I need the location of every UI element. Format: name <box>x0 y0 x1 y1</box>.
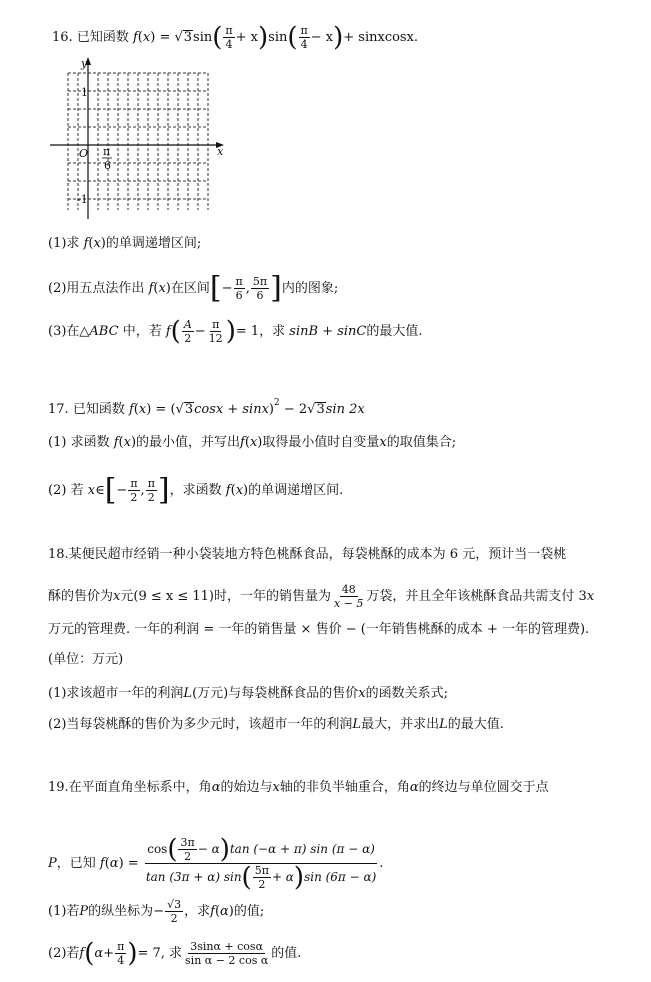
q18-line4: (单位：万元) <box>48 652 124 667</box>
q19-line1: 19.在平面直角坐标系中，角α的始边与x轴的非负半轴重合，角α的终边与单位圆交于点 <box>48 780 549 795</box>
q18-part1: (1)求该超市一年的利润L(万元)与每袋桃酥食品的售价x的函数关系式; <box>48 686 448 701</box>
q18-line3: 万元的管理费. 一年的利润 = 一年的销售量 × 售价 − (一年销售桃酥的成本 + 一年的管理费). <box>48 622 590 637</box>
q18-part2: (2)当每袋桃酥的售价为多少元时，该超市一年的利润L最大，并求出L的最大值. <box>48 717 504 732</box>
x-tick-pi-den: 6 <box>104 159 111 172</box>
q16-part2: (2)用五点法作出 f(x)在区间[− $\frac{\pi}{6}$ , $\frac{5\pi}{6}$ ]内的图象; <box>48 270 339 306</box>
y-tick-neg1: -1 <box>77 193 88 206</box>
q16-part3: (3)在△ABC 中，若 f( $\frac{A}{2}$ − $\frac{\pi}{12}$ )= 1，求 sinB + sinC的最大值. <box>48 316 423 347</box>
q17-stem: 17. 已知函数 $f(x) = (√3\cos x + \sin x)^2 - 2√3\sin$ 2x <box>48 398 365 417</box>
coordinate-grid-graph <box>48 55 228 223</box>
q19-formula: P，已知 f(α) = cos( $\frac{3\pi}{2}$ − α)tan (−α + π) sin (π − α) tan (3π + α) sin( $\frac{5\pi}{2}$ + α)sin (6π − α) . <box>48 834 384 893</box>
q19-part2: (2)若f(α+ $\frac{\pi}{4}$ )= 7, 求 $\frac{3\sin\alpha + \cos\alpha}{\text{sin α − 2 cos α}}$ 的值. <box>48 938 302 969</box>
y-tick-1: 1 <box>81 86 88 99</box>
x-tick-pi-num: π <box>103 145 111 158</box>
q19-main-fraction: cos( $\frac{3\pi}{2}$ − α)tan (−α + π) sin (π − α) tan (3π + α) sin( $\frac{5\pi}{2}$ + α)sin (6π − α) <box>145 834 377 893</box>
q19-part1: (1)若P的纵坐标为− $\frac{√3}{2}$ ，求f(α)的值; <box>48 898 265 925</box>
q16-part1: (1)求 f(x)的单调递增区间; <box>48 236 202 251</box>
q18-line2: 酥的售价为x元(9 ≤ x ≤ 11)时，一年的销售量为 $\frac{48}{x - 5}$ 万袋，并且全年该桃酥食品共需支付 3x <box>48 583 595 610</box>
grid-lines <box>68 73 208 210</box>
q16-stem: 16. 已知函数 f(x) = √3sin( $\frac{\pi}{4}$ + x)sin( $\frac{\pi}{4}$ − x)+ sinxcosx. <box>52 22 419 53</box>
origin-label: O <box>79 147 89 160</box>
y-axis-label: y <box>81 57 88 70</box>
q17-part2: (2) 若 x∈[− $\frac{\pi}{2}$ , $\frac{\pi}{2}$ ]，求函数 f(x)的单调递增区间. <box>48 472 344 508</box>
q18-line1: 18.某便民超市经销一种小袋装地方特色桃酥食品，每袋桃酥的成本为 6 元，预计当一袋桃 <box>48 547 567 562</box>
x-axis-label: x <box>217 145 224 158</box>
q17-part1: (1) 求函数 f(x)的最小值，并写出f(x)取得最小值时自变量x的取值集合; <box>48 435 457 450</box>
